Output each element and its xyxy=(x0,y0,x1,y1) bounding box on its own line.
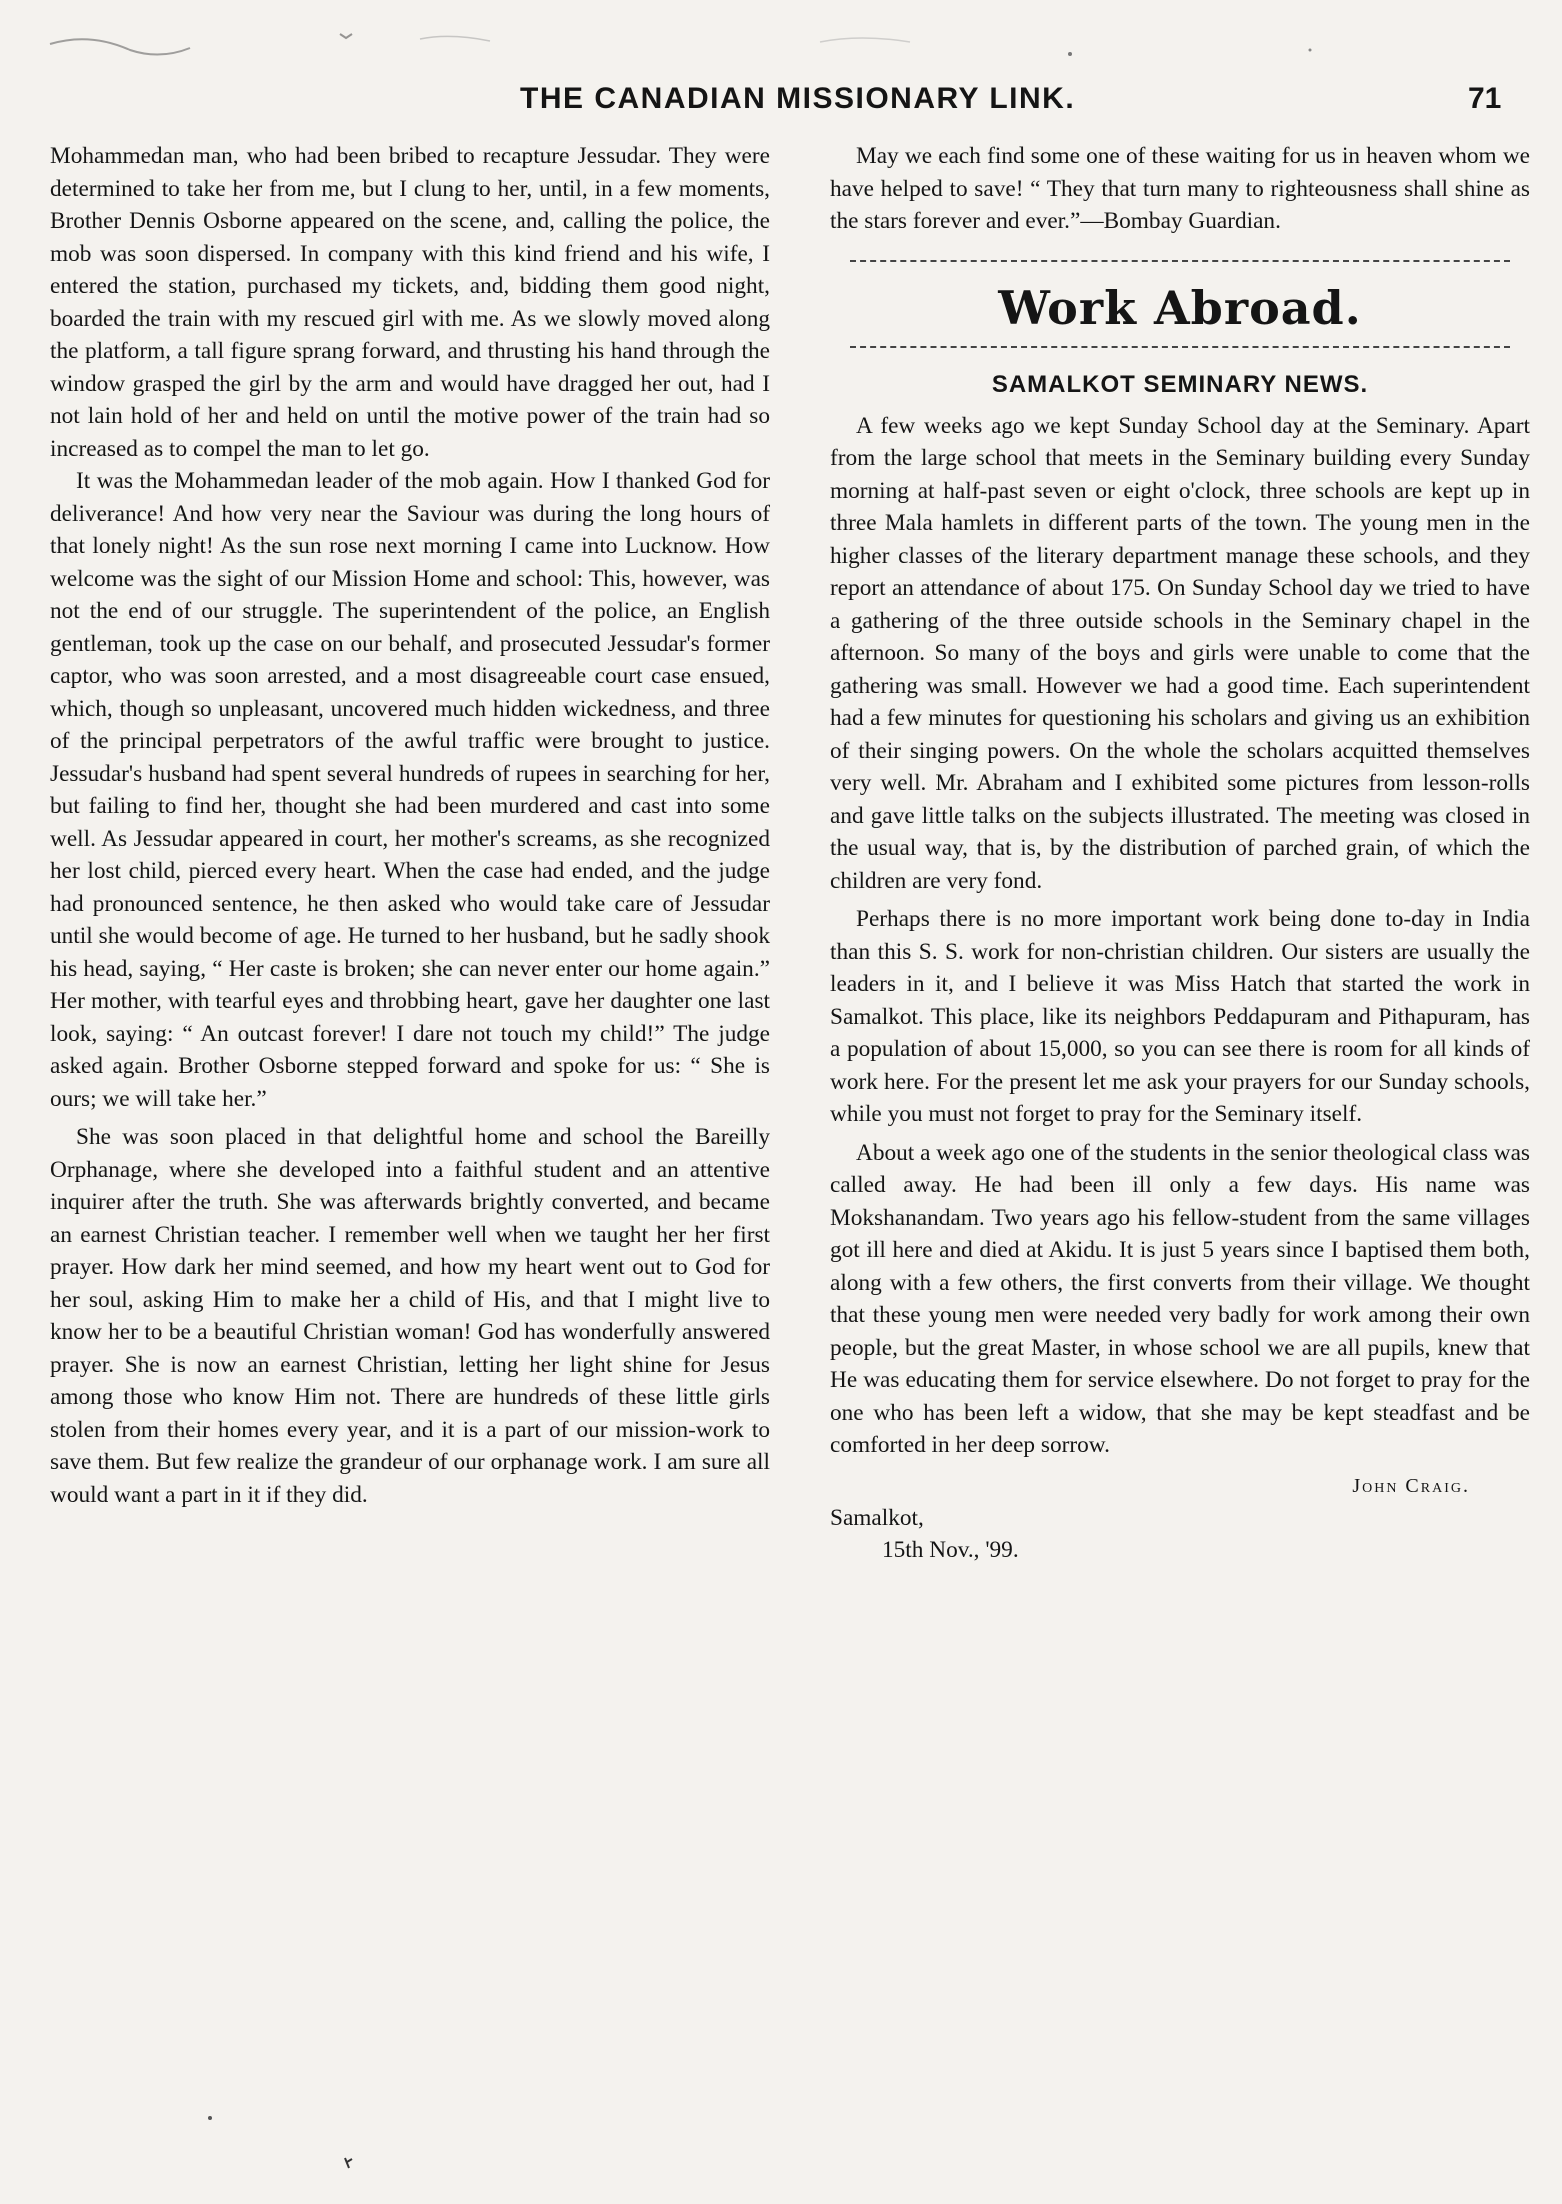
scan-footer-marks xyxy=(200,2110,400,2170)
article-paragraph-1: A few weeks ago we kept Sunday School day at the Seminary. Apart from the large school that meets in the Seminary building every Sunday morning at half-past seven or eight o'clock, three schools are kept up in three Mala hamlets in different parts of the town. The young men in the higher classes of the literary department manage these schools, and they report an attendance of about 175. On Sunday School day we tried to have a gathering of the three outside schools in the Seminary chapel in the afternoon. So many of the boys and girls were unable to come that the gathering was small. However we had a good time. Each superintendent had a few minutes for questioning his scholars and giving us an exhibition of their singing powers. On the whole the scholars acquitted themselves very well. Mr. Abraham and I exhibited some pictures from lesson-rolls and gave little talks on the subjects illustrated. The meeting was closed in the usual way, that is, by the distribution of parched grain, of which the children are very fond. xyxy=(830,412,1530,894)
left-paragraph-1: Mohammedan man, who had been bribed to recapture Jessudar. They were determined to take her from me, but I clung to her, until, in a few moments, Brother Dennis Osborne appeared on the scene, and, calling the police, the mob was soon dispersed. In company with this kind friend and his wife, I entered the station, purchased my tickets, and, bidding them good night, boarded the train with my rescued girl with me. As we slowly moved along the platform, a tall figure sprang forward, and thrusting his hand through the window grasped the girl by the arm and would have dragged her out, had I not lain hold of her and held on until the motive power of the train had so increased as to compel the man to let go. xyxy=(50,143,770,462)
left-column xyxy=(50,140,770,1511)
left-paragraph-2: It was the Mohammedan leader of the mob again. How I thanked God for deliverance! And how very near the Saviour was during the long hours of that lonely night! As the sun rose next morning I came into Lucknow. How welcome was the sight of our Mission Home and school: This, however, was not the end of our struggle. The superintendent of the police, an English gentleman, took up the case on our behalf, and prosecuted Jessudar's former captor, who was soon arrested, and a most disagreeable court case ensued, which, though so unpleasant, uncovered much hidden wickedness, and three of the principal perpetrators of the awful traffic were brought to justice. Jessudar's husband had spent several hundreds of rupees in searching for her, but failing to find her, thought she had been murdered and cast into some well. As Jessudar appeared in court, her mother's screams, as she recognized her lost child, pierced every heart. When the case had ended, and the judge had pronounced sentence, he then asked who would take care of Jessudar until she would become of age. He turned to her husband, but he sadly shook his head, saying, “ Her caste is broken; she can never enter our home again.” Her mother, with tearful eyes and throbbing heart, gave her daughter one last look, saying: “ An outcast forever! I dare not touch my child!” The judge asked again. Brother Osborne stepped forward and spoke for us: “ She is ours; we will take her.” xyxy=(50,468,770,1112)
dateline xyxy=(830,1502,1530,1566)
page-header xyxy=(0,82,1562,132)
intro-paragraph: May we each find some one of these waiting for us in heaven whom we have helped to save! “ They that turn many to righteousness shall shine as the stars forever and ever.”—Bombay Guardian. xyxy=(830,143,1530,234)
right-column xyxy=(830,140,1530,1566)
section-divider-bottom xyxy=(850,346,1510,348)
section-divider-top xyxy=(850,260,1510,262)
left-paragraph-3: She was soon placed in that delightful home and school the Bareilly Orphanage, where she developed into a faithful student and an attentive inquirer after the truth. She was afterwards brightly converted, and became an earnest Christian teacher. I remember well when we taught her her first prayer. How dark her mind seemed, and how my heart went out to God for her soul, asking Him to make her a child of His, and that I might live to know her to be a beautiful Christian woman! God has wonderfully answered prayer. She is now an earnest Christian, letting her light shine for Jesus among those who know Him not. There are hundreds of these little girls stolen from their homes every year, and it is a part of our mission-work to save them. But few realize the grandeur of our orphanage work. I am sure all would want a part in it if they did. xyxy=(50,1124,770,1508)
scan-smudge-marks xyxy=(40,14,1490,74)
article-paragraph-3: About a week ago one of the students in the senior theological class was called away. He had been ill only a few days. His name was Mokshanandam. Two years ago his fellow-student from the same villages got ill here and died at Akidu. It is just 5 years since I baptised them both, along with a few others, the first converts from their village. We thought that these young men were needed very badly for work among their own people, but the great Master, in whose school we are all pupils, knew that He was educating them for service elsewhere. Do not forget to pray for the one who has been left a widow, that she may be kept steadfast and be comforted in her deep sorrow. xyxy=(830,1139,1530,1458)
section-heading: Work Abroad. xyxy=(998,280,1362,335)
dateline-date: 15th Nov., '99. xyxy=(882,1537,1019,1563)
dateline-place: Samalkot, xyxy=(830,1505,924,1531)
running-title: THE CANADIAN MISSIONARY LINK. xyxy=(520,82,1076,115)
page-number: 71 xyxy=(1468,82,1502,115)
article-title: SAMALKOT SEMINARY NEWS. xyxy=(991,370,1369,398)
article-paragraph-2: Perhaps there is no more important work being done to-day in India than this S. S. work for non-christian children. Our sisters are usually the leaders in it, and I believe it was Miss Hatch that started the work in Samalkot. This place, like its neighbors Peddapuram and Pithapuram, has a population of about 15,000, so you can see there is room for all kinds of work here. For the present let me ask your prayers for our Sunday schools, while you must not forget to pray for the Seminary itself. xyxy=(830,906,1530,1127)
author-signature: John Craig. xyxy=(1352,1474,1470,1497)
